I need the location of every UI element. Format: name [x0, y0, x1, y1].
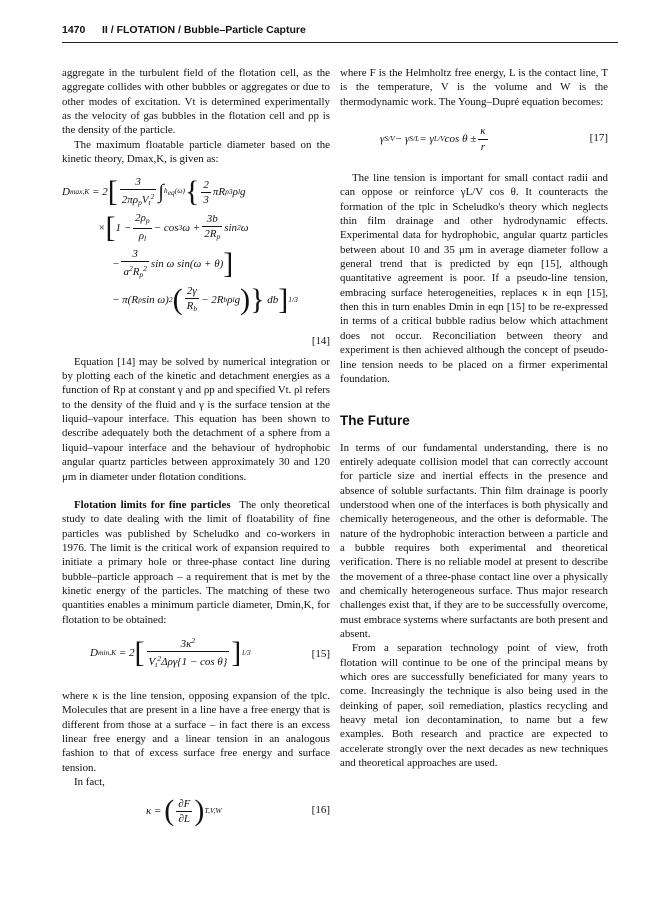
- paragraph: Equation [14] may be solved by numerical integration or by plotting each of the kinetic and detachment energies as a function of Rp at constant γ and ρp and specified Vt. ρl refers to the density of the fluid and γ is the surface tension at the liquid–vapour interface. This equation has been shown to describe adequately both the detachment of a sphere from a liquid–vapour interface and the behaviour of hydrophobic angular quartz particles between approximately 30 and 120 μm in diameter under flotation conditions.: [62, 355, 331, 483]
- equation-14: [62, 174, 330, 324]
- paragraph: The maximum floatable particle diameter based on the kinetic theory, Dmax,K, is given as:: [62, 138, 330, 166]
- section-heading: The Future: [340, 413, 410, 429]
- paragraph: The line tension is important for small contact radii and can oppose or reinforce γL/V cos θ. It counteracts the formation of the tplc in Scheludko's theory which neglects thin film drainage and other hydrodynamic effects. Experimental data for hydrophobic, angular quartz particles between about 10 and 35 μm in average diameter follow a general trend that is predicted by eqn [15], although quantitative agreement is poor. If a pseudo-line tension, embracing surface heterogeneities, replaces κ in eqn [15], then this in turn enables Dmin in eqn [15] to be re-expressed in terms of a critical bubble radius below which attachment does not occur. Reconciliation between theory and experiment is then achieved although the concept of pseudo-line tension needs to be placed on a firmer experimental foundation.: [340, 172, 608, 385]
- right-column: [340, 66, 608, 770]
- paragraph: where κ is the line tension, opposing expansion of the tplc. Molecules that are present in a line have a free energy that is different from those at a surface – in fact there is an excess linear free energy and a linear tension in an analogous fashion to that of excess surface free energy and surface tension.: [62, 689, 330, 774]
- header-rule: [62, 42, 618, 43]
- equation-number: [17]: [589, 132, 608, 145]
- equation-15: [62, 635, 330, 679]
- equation-16: [62, 793, 330, 829]
- equation-17: [340, 121, 608, 161]
- equation-line: κ = ( $\frac{\partial F}{\partial L}$ ) T,V,W: [146, 794, 222, 828]
- page-number: 1470: [62, 24, 86, 36]
- equation-number: [15]: [311, 647, 330, 660]
- running-title: II / FLOTATION / Bubble–Particle Capture: [102, 24, 306, 36]
- paragraph: From a separation technology point of view, froth flotation will continue to be one of the principal means by which ores are successfully beneficiated for many years to come. Increasingly the technique is also being used in the deinking of paper, soil remediation, plastics recycling and heavy metal ion decontamination, to name but a few examples. Both research and practice are expected to accelerate strongly over the next decades as new techniques and theoretical approaches are used.: [340, 642, 608, 770]
- equation-line: − $\frac{3}{a^2R_p^2}$ sin ω sin(ω + θ) ]: [112, 247, 234, 281]
- run-in-heading: Flotation limits for fine particles: [74, 498, 231, 511]
- paragraph: In fact,: [74, 776, 105, 788]
- paragraph: aggregate in the turbulent field of the flotation cell, as the aggregate collides with other bubbles or aggregates or due to other modes of excitation. Vt is determined experimentally as the velocity of gas bubbles in the flotation cell and ρp is the density of the particle.: [62, 67, 330, 137]
- paragraph: [62, 498, 330, 627]
- paragraph-text: The only theoretical study to date dealing with the limit of floatability of fine particles was published by Scheludko and co-workers in 1976. The limit is the critical work of expansion required to initiate a primary hole or three-phase contact line during bubble–particle approach – a requirement that is met by the kinetic energy of the particles. The matching of these two quantities enables a minimum particle diameter, Dmin,K, for flotation to be obtained:: [62, 498, 330, 626]
- equation-line: × [ 1 − $\frac{2\rho_p}{\rho_l}$ − cos 3 ω + $\frac{3b}{2R_p}$ sin 2 ω: [98, 211, 249, 245]
- equation-number: [16]: [311, 804, 330, 817]
- equation-line: − π(R p sin ω) 2 ( $\frac{2\gamma}{R_b}$ − 2R b ρ l g ) } db ] 1/3: [112, 283, 298, 317]
- equation-line: D min,K = 2 [ $\frac{3\kappa^2}{V_t^2\Delta\rho\gamma\{1 - \cos \theta\}}$ ] 1/3: [90, 635, 251, 669]
- equation-line: D max,K = 2 [ $\frac{3}{2\pi\rho_pV_t^2}$ ∫ heq(ω) { $\frac{2}{3}$ πR p 3 ρ l g: [62, 175, 246, 209]
- equation-number: [14]: [311, 335, 330, 348]
- running-header: [62, 24, 618, 38]
- left-column: [62, 66, 330, 839]
- paragraph: where F is the Helmholtz free energy, L is the contact line, T is the temperature, V is the volume and W is the thermodynamic work. The Young–Dupré equation becomes:: [340, 67, 608, 108]
- equation-line: γ S/V − γ S/L = γ L/V cos θ ± $\frac{\kappa}{r}$: [380, 125, 486, 153]
- paragraph: In terms of our fundamental understanding, there is no entirely adequate collision model that can correctly account for particle size and inertial effects in the presence and absence of soluble surfactants. Thin film drainage is poorly understood when one of the interfaces is both physically and chemically heterogeneous, and the other is deformable. The nature of the hydrophobic interaction between a particle and a bubble requires both experimental and theoretical verification. There is no reliable model at present to describe the movement of a three-phase contact line over a physically and chemically heterogeneous surface. Thus major research challenges exist that, if they are to be successfully overcome, must embrace systems where surfactants are both present and absent.: [340, 441, 608, 640]
